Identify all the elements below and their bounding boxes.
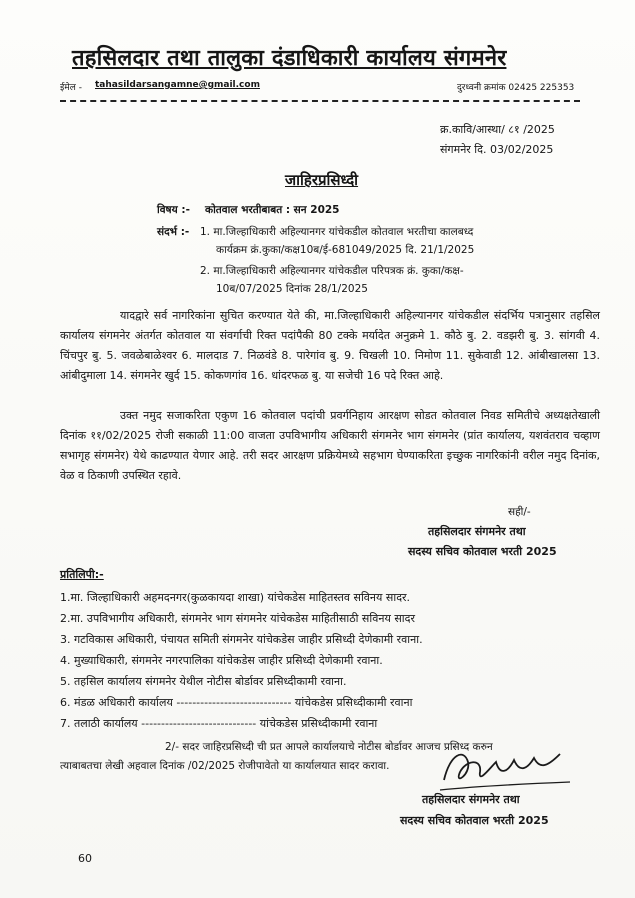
signatory-role: सदस्य सचिव कोतवाल भरती 2025 [408, 545, 557, 558]
signatory-title-2: तहसिलदार संगमनेर तथा [422, 793, 520, 806]
handwritten-signature [430, 740, 580, 800]
subject-label: विषय :- [157, 204, 190, 216]
closing-line-2: त्याबाबतचा लेखी अहवाल दिनांक /02/2025 रोजीपावेतो या कार्यालयात सादर करावा. [60, 760, 390, 772]
signatory-title: तहसिलदार संगमनेर तथा [428, 525, 526, 538]
page-number: 60 [78, 852, 92, 865]
dashed-divider [60, 100, 580, 102]
email-label: ईमेल - [60, 83, 83, 93]
body-paragraph-1: यादद्वारे सर्व नागरिकांना सुचित करण्यात येते की, मा.जिल्हाधिकारी अहिल्यानगर यांचेकडील संदर्भिय पत्रानुसार तहसिल कार्यालय संगमनेर अंतर्गत कोतवाल या संवर्गाची रिक्त पदांपैकी 80 टक्के मर्यादेत अनुक्रमे 1. कौठे बु. 2. वडझरी बु. 3. सांगवी 4. चिंचपुर बु. 5. जवळेबाळेश्वर 6. मालदाड 7. निळवंडे 8. पारेगांव बु. 9. चिखली 10. निमोण 11. सुकेवाडी 12. आंबीखालसा 13. आंबीदुमाला 14. संगमनेर खुर्द 15. कोकणगांव 16. धांदरफळ बु. या सजेची 16 पदे रिक्त आहे. [60, 309, 600, 382]
reference-item-2: 2. मा.जिल्हाधिकारी अहिल्यानगर यांचेकडील परिपत्रक क्रं. कुका/कक्ष- [200, 265, 464, 277]
copy-item: 6. मंडळ अधिकारी कार्यालय ----------------------------- यांचेकडेस प्रसिध्दीकामी रवाना [60, 696, 413, 709]
closing-line-1: 2/- सदर जाहिरप्रसिध्दी ची प्रत आपले कार्यालयाचे नोटीस बोर्डावर आजच प्रसिध्द करुन [165, 741, 493, 753]
copies-label: प्रतिलिपी:- [60, 568, 104, 581]
phone-number: दुरध्वनी क्रमांक 02425 225353 [457, 83, 575, 93]
email-link[interactable]: tahasildarsangamne@gmail.com [95, 80, 260, 90]
copy-item: 2.मा. उपविभागीय अधिकारी, संगमनेर भाग संगमनेर यांचेकडेस माहितीसाठी सविनय सादर [60, 612, 415, 625]
reference-date: संगमनेर दि. 03/02/2025 [440, 143, 554, 156]
copy-item: 5. तहसिल कार्यालय संगमनेर येथील नोटीस बोर्डावर प्रसिध्दीकामी रवाना. [60, 675, 347, 688]
reference-number: क्र.कावि/आस्था/ ८१ /2025 [440, 123, 555, 136]
reference-item-1-cont: कार्यक्रम क्रं.कुका/कक्ष10ब/ई-681049/2025 दि. 21/1/2025 [216, 244, 475, 256]
reference-item-1: 1. मा.जिल्हाधिकारी अहिल्यानगर यांचेकडील कोतवाल भरतीचा कालबध्द [200, 226, 474, 238]
copy-item: 3. गटविकास अधिकारी, पंचायत समिती संगमनेर यांचेकडेस जाहीर प्रसिध्दी देणेकामी रवाना. [60, 633, 423, 646]
office-title: तहसिलदार तथा तालुका दंडाधिकारी कार्यालय संगमनेर [72, 46, 507, 71]
subject-text: कोतवाल भरतीबाबत : सन 2025 [205, 204, 340, 216]
copy-item: 1.मा. जिल्हाधिकारी अहमदनगर(कुळकायदा शाखा) यांचेकडेस माहितस्तव सविनय सादर. [60, 591, 411, 604]
reference-label: संदर्भ :- [157, 226, 190, 238]
copy-item: 7. तलाठी कार्यालय ----------------------------- यांचेकडेस प्रसिध्दीकामी रवाना [60, 717, 378, 730]
signed-mark: सही/- [508, 506, 531, 518]
body-paragraph-2: उक्त नमुद सजाकरिता एकुण 16 कोतवाल पदांची प्रवर्गनिहाय आरक्षण सोडत कोतवाल निवड समितीचे अध्यक्षतेखाली दिनांक ११/02/2025 रोजी सकाळी 11:00 वाजता उपविभागीय अधिकारी संगमनेर भाग संगमनेर (प्रांत कार्यालय, यशवंतराव चव्हाण सभागृह संगमनेर) येथे काढण्यात येणार आहे. तरी सदर आरक्षण प्रक्रियेमध्ये सहभाग घेण्याकरिता इच्छुक नागरिकांनी वरील नमुद दिनांक, वेळ व ठिकाणी उपस्थित रहावे. [60, 409, 600, 482]
reference-item-2-cont: 10ब/07/2025 दिनांक 28/1/2025 [216, 283, 368, 295]
copy-item: 4. मुख्याधिकारी, संगमनेर नगरपालिका यांचेकडेस जाहीर प्रसिध्दी देणेकामी रवाना. [60, 654, 383, 667]
notice-heading: जाहिरप्रसिध्दी [285, 171, 359, 189]
signatory-role-2: सदस्य सचिव कोतवाल भरती 2025 [400, 814, 549, 827]
